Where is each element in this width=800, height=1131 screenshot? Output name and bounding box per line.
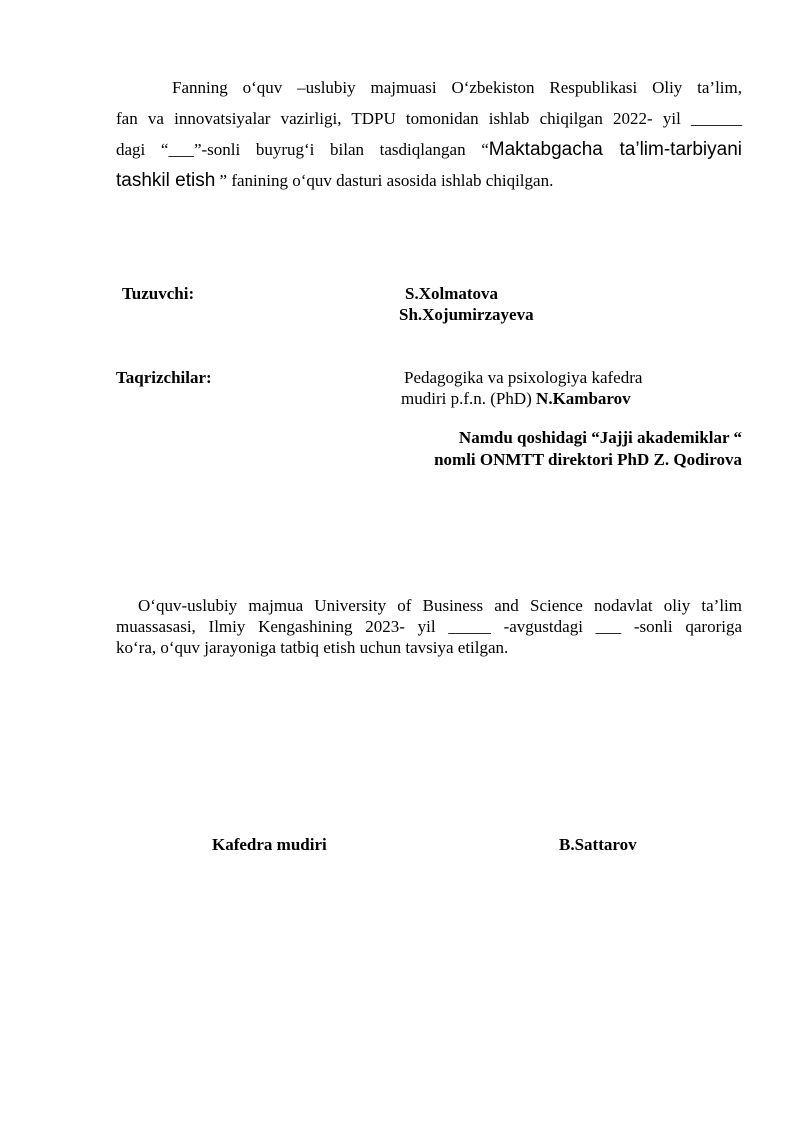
signature-name: B.Sattarov xyxy=(559,835,637,854)
reviewers-label: Taqrizchilar: xyxy=(116,368,212,387)
intro-line-1: Fanning o‘quv –uslubiy majmuasi O‘zbekiston Respublikasi Oliy ta’lim, xyxy=(172,78,742,97)
reviewer-1-line-2 xyxy=(401,389,631,409)
approval-line-3: ko‘ra, o‘quv jarayoniga tatbiq etish uchun tavsiya etilgan. xyxy=(116,638,509,657)
reviewer-1-name: N.Kambarov xyxy=(536,389,631,408)
author-name-2: Sh.Xojumirzayeva xyxy=(399,305,534,324)
reviewer-2-line-1: Namdu qoshidagi “Jajji akademiklar “ xyxy=(458,428,742,447)
reviewer-1-line-1: Pedagogika va psixologiya kafedra xyxy=(404,368,643,387)
intro-line-3-start: dagi “___”-sonli buyrug‘i bilan tasdiqlangan “ xyxy=(116,140,489,159)
approval-paragraph xyxy=(116,595,742,658)
author-name-1: S.Xolmatova xyxy=(405,284,499,303)
course-title-part-1: Maktabgacha ta’lim-tarbiyani xyxy=(488,139,742,160)
reviewer-2-line-2: nomli ONMTT direktori PhD Z. Qodirova xyxy=(434,450,742,469)
intro-line-2: fan va innovatsiyalar vazirligi, TDPU tomonidan ishlab chiqilgan 2022- yil ______ xyxy=(116,109,742,128)
approval-line-1: O‘quv-uslubiy majmua University of Business and Science nodavlat oliy ta’lim xyxy=(138,596,742,615)
intro-line-4-end: ” fanining o‘quv dasturi asosida ishlab chiqilgan. xyxy=(215,171,554,190)
approval-line-2: muassasasi, Ilmiy Kengashining 2023- yil _____ -avgustdagi ___ -sonli qaroriga xyxy=(116,617,742,636)
intro-line-3 xyxy=(116,136,742,163)
authors-label: Tuzuvchi: xyxy=(122,284,195,303)
intro-line-4 xyxy=(116,167,742,194)
intro-paragraph xyxy=(116,74,742,194)
reviewer-1-title: mudiri p.f.n. (PhD) xyxy=(401,389,537,408)
course-title-part-2: tashkil etish xyxy=(116,170,216,191)
signature-label: Kafedra mudiri xyxy=(212,835,327,854)
